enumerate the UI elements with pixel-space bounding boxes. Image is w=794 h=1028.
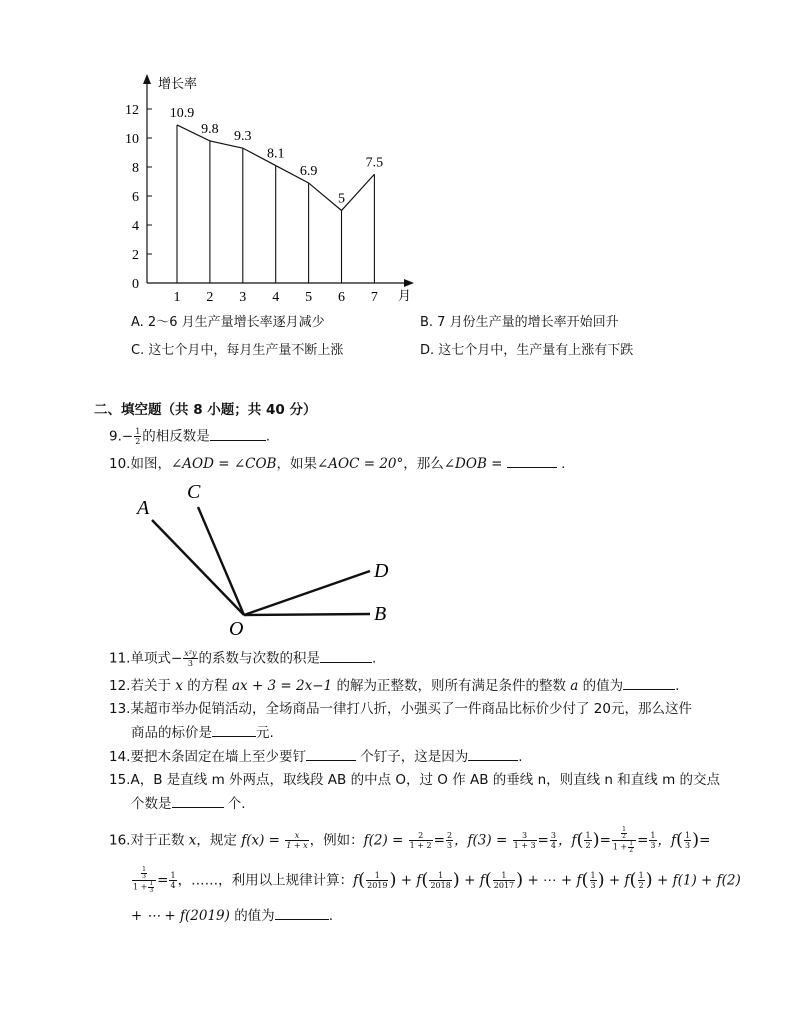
x-tick-label: 3 [239, 290, 247, 305]
q15-answer-blank [172, 795, 224, 808]
q16-line-3a: + ⋯ + f(2019) [131, 908, 230, 924]
q16-sum-arg-2019: $\frac{1}{2019}$ [367, 871, 388, 890]
q13-line-2b: 元. [256, 725, 274, 741]
data-label: 5 [338, 191, 345, 207]
q16-plus-2: + [464, 872, 476, 889]
chart-x-axis-label: 月 [398, 289, 412, 304]
data-label: 10.9 [169, 105, 195, 121]
q16-sum-f1: f [353, 872, 359, 889]
q16-sum-arg-2017: $\frac{1}{2017}$ [493, 871, 515, 890]
question-16-line-2: $\frac{1}{3}$ 1 + $\frac{1}{3}$ = $\frac{1}{4}$ ，……，利用以上规律计算：f( $\frac{1}{2019}$ ) + f( $\frac{1}{2018}$ ) + f( $\frac{1}{2017}$ ) + ⋯ + f( $\frac{1}{3}$ ) + f( $\frac{1}{2}$ ) + f(1) + f(2) [133, 866, 741, 894]
q14-text-1: 要把木条固定在墙上至少要钉 [130, 749, 306, 765]
q16-f3-fraction: $\frac{3}{1 + 3}$ [513, 831, 536, 850]
x-tick-label: 1 [173, 290, 181, 305]
q16-text-3: ，……，利用以上规律计算： [177, 872, 354, 889]
q14-answer-blank-2 [468, 748, 518, 761]
q16-sum-tail: + f(1) + f(2) [656, 872, 741, 889]
question-16: 16.对于正数 x，规定 f(x) = $\frac{x}{1 + x}$ ，例如：f(2) = $\frac{2}{1 + 2}$ = $\frac{2}{3}$ ，f(3) = $\frac{3}{1 + 3}$ = $\frac{3}{4}$ ，f( $\frac{1}{2}$ )= $\frac{1}{2}$ 1 + $\frac{1}{2}$ = $\frac{1}{3}$ ，f( $\frac{1}{3}$ )= [109, 826, 711, 854]
data-label: 8.1 [266, 146, 285, 162]
q12-end: . [675, 678, 680, 694]
q16-fthird: ，f [657, 832, 676, 849]
q16-line-3b: 的值为 [234, 908, 275, 924]
data-label: 7.5 [365, 155, 384, 171]
q14-answer-blank-1 [306, 748, 356, 761]
y-tick-label: 8 [132, 161, 139, 176]
y-tick-label: 4 [132, 219, 139, 234]
q12-var-a: a [570, 678, 579, 694]
q16-f2: f(2) = [363, 832, 404, 849]
q15-number: 15. [109, 772, 131, 788]
q16-end: . [328, 908, 333, 924]
q15-line-2b: 个. [227, 796, 246, 812]
label-a: A [137, 497, 150, 519]
q10-math-3: ∠DOB = [443, 456, 503, 472]
label-b: B [374, 603, 387, 625]
question-16-line-3 [131, 907, 333, 924]
q11-text-1: 单项式 [130, 650, 171, 667]
q16-eq-2: = [537, 832, 549, 849]
q11-fraction: $\frac{\text{x²y}}{3}$ [184, 649, 197, 668]
q11-number: 11. [109, 650, 131, 667]
q16-text-2: ，规定 [196, 832, 237, 849]
q13-answer-blank [212, 724, 256, 737]
label-o: O [229, 618, 244, 640]
q16-fhalf-fraction: $\frac{1}{2}$ 1 + $\frac{1}{2}$ [612, 827, 636, 854]
x-tick-label: 5 [305, 290, 313, 305]
q9-number: 9. [109, 428, 122, 445]
q15-line-1: A，B 是直线 m 外两点，取线段 AB 的中点 O，过 O 作 AB 的垂线 n，则直线 n 和直线 m 的交点 [130, 772, 721, 788]
q16-sum-f3: f [479, 872, 485, 889]
question-14 [109, 748, 523, 765]
q9-fraction: $\frac{1}{2}$ [135, 427, 141, 446]
x-tick-label: 6 [338, 290, 345, 305]
option-c: C. 这七个月中，每月生产量不断上涨 [131, 343, 344, 358]
chart-y-axis-label: 增长率 [158, 77, 198, 92]
q14-text-2: 个钉子，这是因为 [360, 749, 469, 765]
data-label: 9.3 [234, 129, 252, 145]
ray-oa [152, 520, 244, 615]
data-label: 6.9 [299, 163, 318, 179]
q16-var-x: x [188, 832, 197, 849]
q16-sum-arg-2018: $\frac{1}{2018}$ [430, 871, 451, 890]
q16-fx: f(x) = [241, 832, 280, 849]
q12-text-4: 的值为 [582, 678, 624, 694]
q12-answer-blank [623, 677, 675, 690]
q16-half-arg: $\frac{1}{2}$ [585, 831, 591, 850]
q10-math-1: ∠AOD = ∠COB [170, 456, 277, 472]
q16-dots: + ⋯ + [527, 872, 573, 889]
q12-var-x: x [175, 678, 183, 694]
q16-fthird-fraction: $\frac{1}{3}$ 1 + $\frac{1}{3}$ [132, 867, 156, 894]
q14-end: . [518, 749, 523, 765]
q9-text: 的相反数是 [142, 428, 210, 445]
q10-number: 10. [109, 456, 131, 472]
x-tick-label: 4 [272, 290, 280, 305]
section-title: 二、填空题（共 8 小题；共 40 分） [94, 402, 317, 418]
q15-line-2a: 个数是 [131, 796, 172, 812]
q13-line-2a: 商品的标价是 [131, 725, 212, 741]
q16-sum-f4: f [576, 872, 582, 889]
q12-text-3: 的解为正整数，则所有满足条件的整数 [336, 678, 566, 694]
q10-math-2: ∠AOC = 20° [316, 456, 404, 472]
q12-number: 12. [109, 678, 131, 694]
q10-text-1: 如图， [130, 456, 171, 472]
q11-end: . [372, 650, 377, 667]
q16-text-1: 对于正数 [130, 832, 185, 849]
question-13 [109, 701, 692, 717]
q9-end: . [265, 428, 271, 445]
q16-fhalf: ，f [557, 832, 577, 849]
y-tick-label: 10 [125, 132, 139, 147]
y-tick-label: 12 [125, 103, 139, 118]
q16-f3-result: $\frac{3}{4}$ [550, 831, 556, 850]
q9-minus: − [121, 428, 134, 445]
q10-end: . [561, 456, 566, 472]
q14-number: 14. [109, 749, 131, 765]
q16-plus-3: + [608, 872, 621, 889]
q11-text-2: 的系数与次数的积是 [198, 650, 321, 667]
question-13-cont [131, 724, 274, 741]
q16-sum-arg-3: $\frac{1}{3}$ [590, 871, 596, 890]
option-d: D. 这七个月中，生产量有上涨有下跌 [420, 343, 634, 358]
q16-eq-4: = [637, 832, 649, 849]
q16-example: ，例如： [309, 832, 364, 849]
ray-ob [244, 614, 370, 615]
question-15-cont [131, 795, 246, 812]
q16-eq-3: = [599, 832, 611, 849]
q16-number: 16. [109, 832, 131, 849]
question-15 [109, 772, 720, 788]
q11-answer-blank [320, 650, 372, 663]
label-c: C [187, 481, 201, 503]
question-11 [109, 649, 376, 668]
y-tick-label: 0 [132, 277, 139, 292]
q16-eq-6: = [157, 872, 169, 889]
q16-f3: ，f(3) = [454, 832, 508, 849]
ray-oc [198, 507, 244, 615]
q16-plus-1: + [400, 872, 413, 889]
q16-fthird-result: $\frac{1}{4}$ [170, 871, 176, 890]
q16-f2-result: $\frac{2}{3}$ [446, 831, 453, 850]
q16-third-arg: $\frac{1}{3}$ [685, 831, 691, 850]
q12-equation: ax + 3 = 2x−1 [232, 678, 333, 694]
q11-minus: − [170, 650, 183, 667]
y-tick-label: 2 [132, 248, 139, 263]
q16-sum-arg-2: $\frac{1}{2}$ [638, 871, 644, 890]
q10-text-2: ，如果 [276, 456, 317, 472]
q13-line-1: 某超市举办促销活动，全场商品一律打八折，小强买了一件商品比标价少付了 20元，那么这件 [130, 701, 692, 717]
ray-od [244, 571, 370, 615]
q16-f2-fraction: $\frac{2}{1 + 2}$ [409, 831, 432, 850]
q16-def-fraction: $\frac{x}{1 + x}$ [286, 831, 308, 850]
option-b: B. 7 月份生产量的增长率开始回升 [420, 315, 619, 330]
x-tick-label: 2 [206, 290, 214, 305]
q16-eq-5: = [699, 832, 711, 849]
q16-eq-1: = [433, 832, 445, 849]
y-tick-label: 6 [132, 190, 139, 205]
q12-text-2: 的方程 [187, 678, 228, 694]
question-12 [109, 677, 679, 694]
label-d: D [374, 560, 389, 582]
q12-text-1: 若关于 [130, 678, 171, 694]
q16-sum-f2: f [416, 872, 422, 889]
q16-answer-blank [275, 907, 329, 920]
option-a: A. 2～6 月生产量增长率逐月减少 [131, 315, 325, 330]
data-label: 9.8 [201, 121, 219, 137]
q13-number: 13. [109, 701, 131, 717]
x-tick-label: 7 [370, 290, 378, 305]
q16-sum-f5: f [624, 872, 630, 889]
q10-text-3: ，那么 [403, 456, 444, 472]
q16-fhalf-result: $\frac{1}{3}$ [650, 831, 656, 850]
